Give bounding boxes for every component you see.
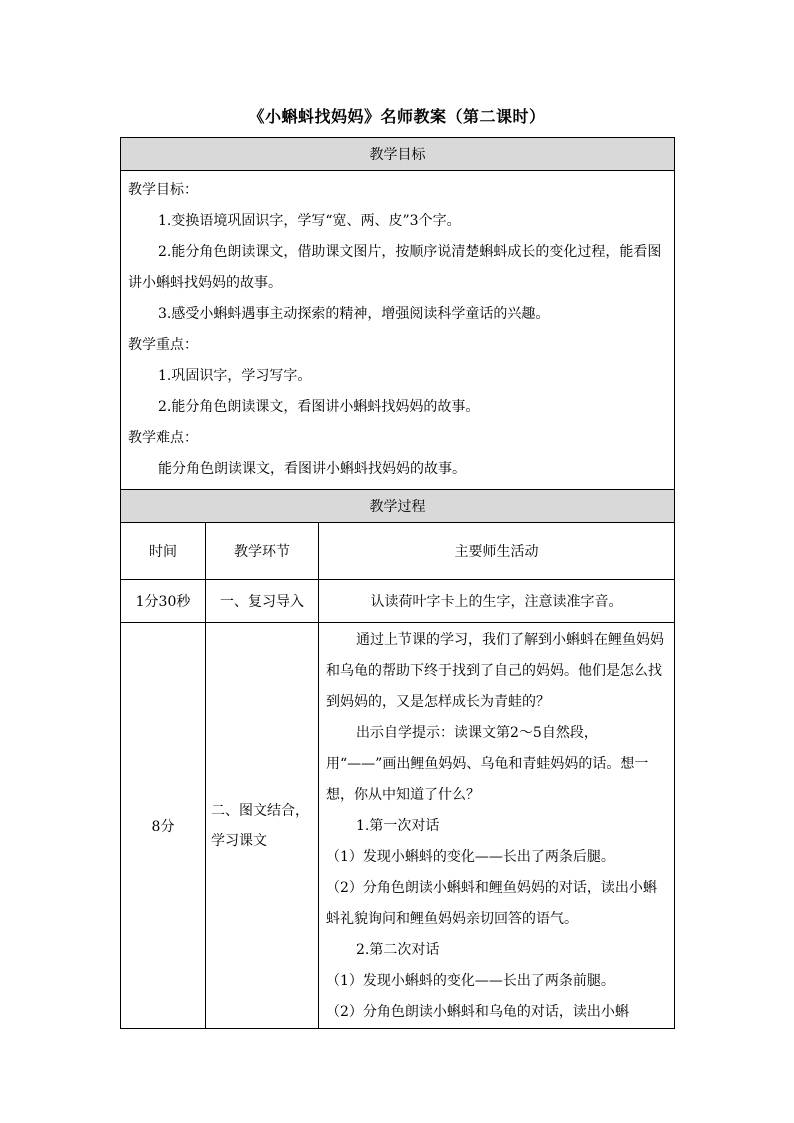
activity-subheading: 1.第一次对话 — [356, 818, 440, 834]
goal-item: 3.感受小蝌蚪遇事主动探索的精神，增强阅读科学童话的兴趣。 — [158, 306, 550, 322]
activity-subheading: 2.第二次对话 — [356, 942, 440, 958]
goal-item: 2.能分角色朗读课文，借助课文图片，按顺序说清楚蝌蚪成长的变化过程，能看图讲小蝌蚪找妈妈的故事。 — [128, 244, 662, 291]
key-point-item: 2.能分角色朗读课文，看图讲小蝌蚪找妈妈的故事。 — [158, 399, 480, 415]
section-header-objectives: 教学目标 — [121, 138, 675, 171]
time-cell: 8分 — [121, 623, 206, 1029]
difficulty-label: 教学难点： — [128, 430, 198, 446]
activity-paragraph: （1）发现小蝌蚪的变化——长出了两条前腿。 — [326, 973, 615, 989]
stage-cell: 二、图文结合，学习课文 — [206, 623, 319, 1029]
goals-label: 教学目标： — [128, 182, 198, 198]
key-points-label: 教学重点： — [128, 337, 198, 353]
activity-paragraph: （2）分角色朗读小蝌蚪和鲤鱼妈妈的对话，读出小蝌蚪礼貌询问和鲤鱼妈妈亲切回答的语气。 — [326, 880, 657, 927]
key-point-item: 1.巩固识字，学习写字。 — [158, 368, 312, 384]
time-cell: 1分30秒 — [121, 580, 206, 623]
activity-paragraph: 出示自学提示：读课文第2～5自然段，用“——”画出鲤鱼妈妈、乌龟和青蛙妈妈的话。想一想，你从中知道了什么？ — [326, 725, 649, 803]
column-header-activity: 主要师生活动 — [319, 523, 675, 580]
stage-cell: 一、复习导入 — [206, 580, 319, 623]
column-header-time: 时间 — [121, 523, 206, 580]
table-row — [121, 623, 675, 1029]
column-header-stage: 教学环节 — [206, 523, 319, 580]
difficulty-item: 能分角色朗读课文，看图讲小蝌蚪找妈妈的故事。 — [158, 461, 466, 477]
activity-paragraph: （2）分角色朗读小蝌蚪和乌龟的对话，读出小蝌 — [326, 1004, 629, 1020]
activity-cell — [319, 623, 675, 1029]
document-title: 《小蝌蚪找妈妈》名师教案（第二课时） — [248, 107, 546, 126]
lesson-plan-table — [120, 137, 675, 1029]
table-row — [121, 580, 675, 623]
activity-cell: 认读荷叶字卡上的生字，注意读准字音。 — [319, 580, 675, 623]
activity-paragraph: （1）发现小蝌蚪的变化——长出了两条后腿。 — [326, 849, 615, 865]
section-header-process: 教学过程 — [121, 490, 675, 523]
activity-paragraph: 通过上节课的学习，我们了解到小蝌蚪在鲤鱼妈妈和乌龟的帮助下终于找到了自己的妈妈。他们是怎么找到妈妈的，又是怎样成长为青蛙的？ — [326, 632, 664, 710]
objectives-cell — [121, 171, 675, 490]
goal-item: 1.变换语境巩固识字，学写“宽、两、皮”3个字。 — [158, 213, 461, 229]
